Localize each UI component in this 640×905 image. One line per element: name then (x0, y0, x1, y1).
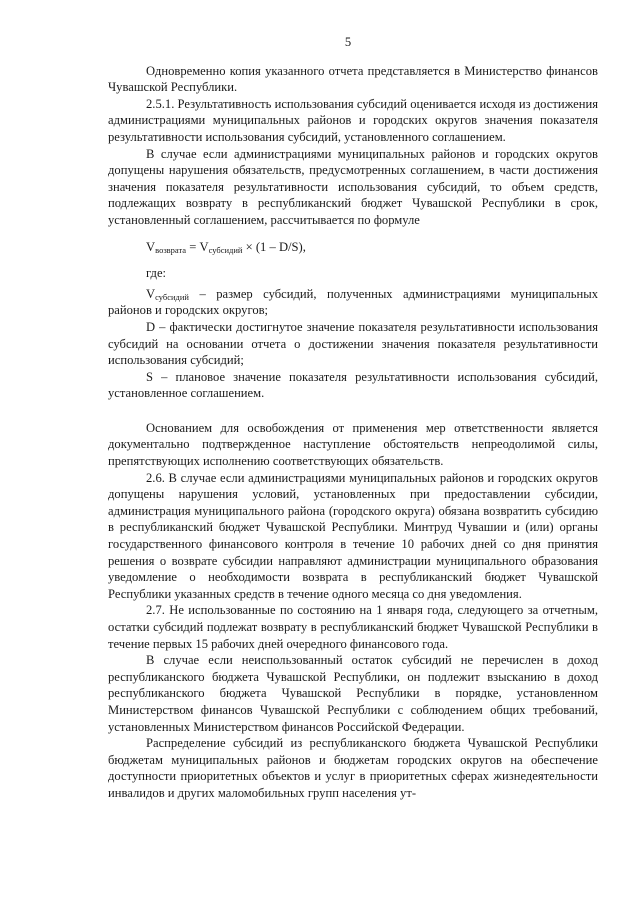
paragraph-unused-balance: В случае если неиспользованный остаток субсидий не перечислен в доход республиканского бюджета Чувашской Республики, он подлежит взысканию в доход республиканского бюджета Чувашской Республики в порядке, установленном Министерством финансов Чувашской Республики с соблюдением общих требований, установленных Министерством финансов Российской Федерации. (108, 653, 598, 734)
page-number: 5 (344, 35, 352, 49)
spacer (108, 402, 598, 420)
where-label: где: (146, 266, 167, 281)
formula-equals-v: = V (186, 239, 209, 254)
refund-formula (108, 239, 598, 256)
document-page (108, 34, 598, 802)
paragraph-force-majeure: Основанием для освобождения от применения мер ответственности является документально подтвержденное наступление обстоятельств непреодолимой силы, препятствующих исполнению соответствующих обязательств. (108, 420, 598, 469)
formula-rest: × (1 – D/S), (242, 239, 306, 254)
paragraph-violation-formula-intro: В случае если администрациями муниципальных районов и городских округов допущены нарушения обязательств, предусмотренных соглашением, в части достижения значения показателя результативности использования субсидий, то объем средств, подлежащих возврату в республиканский бюджет Чувашской Республики в срок, установленный соглашением, рассчитывается по формуле (108, 146, 598, 227)
definition-v-symbol: V (146, 286, 156, 301)
paragraph-2-5-1: 2.5.1. Результативность использования субсидий оценивается исходя из достижения администрациями муниципальных районов и городских округов значения показателя результативности использования субсидий, установленного соглашением. (108, 96, 598, 144)
definition-v-sub: субсидий (155, 291, 189, 302)
definition-d: D – фактически достигнутое значение показателя результативности использования субсидий на основании отчета о достижении значения показателя результативности использования субсидий; (108, 319, 598, 368)
paragraph-2-6: 2.6. В случае если администрациями муниципальных районов и городских округов допущены нарушения условий, установленных при предоставлении субсидии, администрация муниципального района (городского округа) обязана возвратить субсидию в республиканский бюджет Чувашской Республики. Минтруд Чувашии и (или) органы государственного финансового контроля в течение 10 рабочих дней со дня принятия решения о возврате субсидии направляют администрации муниципального образования уведомление о необходимости возврата в республиканский бюджет Чувашской Республики указанных средств в течение одного месяца со дня уведомления. (108, 470, 598, 601)
definition-s: S – плановое значение показателя результативности использования субсидий, установленное соглашением. (108, 369, 598, 401)
paragraph-2-7: 2.7. Не использованные по состоянию на 1 января года, следующего за отчетным, остатки субсидий подлежат возврату в республиканский бюджет Чувашской Республики в течение первых 15 рабочих дней очередного финансового года. (108, 603, 598, 651)
definition-v (108, 286, 598, 319)
formula-sub-subsidy: субсидий (208, 244, 243, 255)
paragraph-report-copy: Одновременно копия указанного отчета представляется в Министерство финансов Чувашской Республики. (108, 63, 598, 95)
paragraph-distribution: Распределение субсидий из республиканского бюджета Чувашской Республики бюджетам муниципальных районов и бюджетам городских округов на обеспечение доступности приоритетных объектов и услуг в приоритетных сферах жизнедеятельности инвалидов и других маломобильных групп населения ут- (108, 736, 598, 800)
definition-v-text: – размер субсидий, полученных администрациями муниципальных районов и городских округов; (108, 286, 598, 318)
formula-v-symbol: V (146, 239, 156, 254)
formula-sub-return: возврата (155, 244, 187, 255)
